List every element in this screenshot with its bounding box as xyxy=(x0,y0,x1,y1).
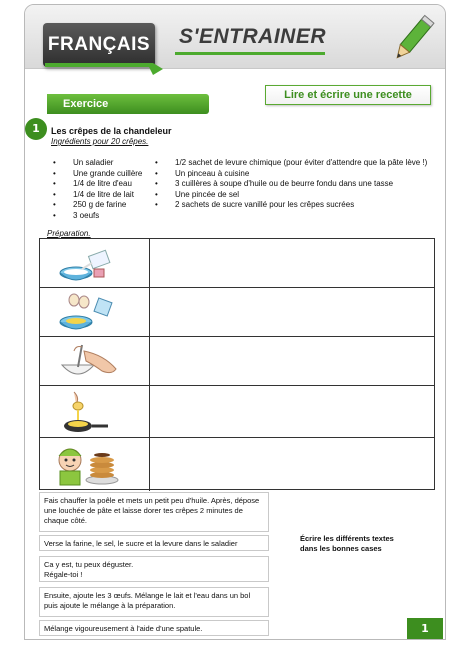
image-cell xyxy=(40,239,150,287)
image-cell xyxy=(40,438,150,491)
draggable-text-box[interactable]: Verse la farine, le sel, le sucre et la levure dans le saladier xyxy=(39,535,269,551)
recipe-title: Les crêpes de la chandeleur xyxy=(51,126,172,136)
bowl-flour-icon xyxy=(54,243,114,285)
answer-cell[interactable] xyxy=(150,239,434,287)
table-row xyxy=(40,337,434,386)
list-item: • Une pincée de sel xyxy=(155,190,427,201)
ingredients-list-left xyxy=(53,158,142,221)
answer-cell[interactable] xyxy=(150,337,434,385)
page-title: S'ENTRAINER xyxy=(179,25,327,48)
exercise-banner: Exercice xyxy=(47,94,209,114)
list-item: • 250 g de farine xyxy=(53,200,142,211)
draggable-text-box[interactable]: Fais chauffer la poêle et mets un petit peu d'huile. Après, dépose une louchée de pâte et laisse dorer tes crêpes 2 minutes de chaque côté. xyxy=(39,492,269,532)
draggable-text-box[interactable]: Mélange vigoureusement à l'aide d'une spatule. xyxy=(39,620,269,636)
image-cell xyxy=(40,386,150,437)
child-pancakes-icon xyxy=(54,442,124,488)
list-item: • Un pinceau à cuisine xyxy=(155,169,427,180)
page-number-badge: 1 xyxy=(407,618,443,640)
list-item: • Un saladier xyxy=(53,158,142,169)
title-underline xyxy=(175,52,325,55)
preparation-label: Préparation. xyxy=(47,229,91,238)
pencil-icon xyxy=(389,13,435,67)
image-cell xyxy=(40,288,150,336)
list-item: • 1/4 de litre de lait xyxy=(53,190,142,201)
answer-cell[interactable] xyxy=(150,288,434,336)
ingredients-list-right xyxy=(155,158,427,211)
subject-badge: FRANÇAIS xyxy=(43,23,155,67)
preparation-table xyxy=(39,238,435,490)
pan-pour-icon xyxy=(54,390,114,436)
list-item: • 3 oeufs xyxy=(53,211,142,222)
step-number-badge: 1 xyxy=(25,118,47,140)
draggable-text-box[interactable]: Ca y est, tu peux déguster. Régale-toi ! xyxy=(39,556,269,582)
list-item: • 2 sachets de sucre vanillé pour les crêpes sucrées xyxy=(155,200,427,211)
list-item: • 3 cuillères à soupe d'huile ou de beurre fondu dans une tasse xyxy=(155,179,427,190)
list-item: • Une grande cuillère xyxy=(53,169,142,180)
recipe-subtitle: Ingrédients pour 20 crêpes. xyxy=(51,137,149,146)
draggable-text-box[interactable]: Ensuite, ajoute les 3 œufs. Mélange le lait et l'eau dans un bol puis ajoute le mélange à la préparation. xyxy=(39,587,269,617)
list-item: • 1/2 sachet de levure chimique (pour éviter d'attendre que la pâte lève !) xyxy=(155,158,427,169)
eggs-bowl-icon xyxy=(54,292,114,334)
instruction-text: Écrire les différents textes dans les bonnes cases xyxy=(300,534,394,553)
table-row xyxy=(40,438,434,491)
table-row xyxy=(40,288,434,337)
table-row xyxy=(40,386,434,438)
image-cell xyxy=(40,337,150,385)
whisk-hand-icon xyxy=(54,341,124,385)
worksheet-page xyxy=(24,4,446,640)
answer-cell[interactable] xyxy=(150,438,434,491)
swoosh-icon xyxy=(45,61,163,75)
list-item: • 1/4 de litre d'eau xyxy=(53,179,142,190)
table-row xyxy=(40,239,434,288)
topic-banner: Lire et écrire une recette xyxy=(265,85,431,105)
answer-cell[interactable] xyxy=(150,386,434,437)
